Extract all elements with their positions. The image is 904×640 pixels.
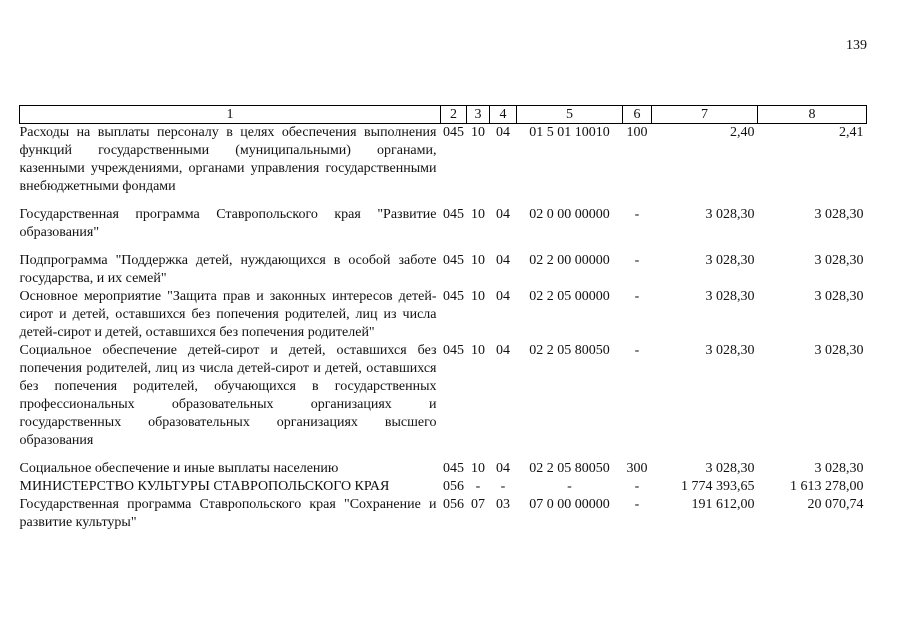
- row-amount-8: 3 028,30: [814, 289, 864, 304]
- row-amount-7: 3 028,30: [705, 461, 755, 476]
- header-cell: 2: [441, 106, 467, 124]
- row-amount-8: 3 028,30: [814, 461, 864, 476]
- table-row: [20, 206, 867, 252]
- row-expense-type: -: [634, 497, 640, 512]
- table-row: [20, 252, 867, 288]
- row-amount-8: 1 613 278,00: [790, 479, 864, 494]
- row-amount-7: 3 028,30: [705, 289, 755, 304]
- row-subsection: -: [500, 479, 506, 494]
- row-amount-8: 3 028,30: [814, 343, 864, 358]
- row-description: МИНИСТЕРСТВО КУЛЬТУРЫ СТАВРОПОЛЬСКОГО КРАЯ: [19, 479, 390, 494]
- row-amount-8: 3 028,30: [814, 253, 864, 268]
- row-target-article: -: [567, 479, 572, 494]
- header-cell: 1: [20, 106, 441, 124]
- row-expense-type: -: [634, 207, 640, 222]
- table-row: [20, 342, 867, 460]
- row-amount-7: 3 028,30: [705, 343, 755, 358]
- page-number: 139: [846, 38, 867, 53]
- row-section: 10: [471, 343, 485, 358]
- header-cell: 6: [623, 106, 652, 124]
- header-cell: 3: [467, 106, 490, 124]
- row-subsection: 04: [496, 343, 510, 358]
- row-code-ministry: 045: [443, 253, 464, 268]
- row-subsection: 04: [496, 253, 510, 268]
- row-target-article: 01 5 01 10010: [529, 125, 610, 140]
- table-row: [20, 460, 867, 478]
- row-amount-7: 3 028,30: [705, 207, 755, 222]
- row-target-article: 02 2 05 80050: [529, 461, 610, 476]
- row-section: 10: [471, 207, 485, 222]
- row-code-ministry: 045: [443, 343, 464, 358]
- row-amount-7: 1 774 393,65: [681, 479, 755, 494]
- table-row: [20, 124, 867, 207]
- table-row: [20, 478, 867, 496]
- row-target-article: 02 2 00 00000: [529, 253, 610, 268]
- row-section: 07: [471, 497, 485, 512]
- table-row: [20, 288, 867, 342]
- header-cell: 4: [490, 106, 517, 124]
- row-code-ministry: 045: [443, 461, 464, 476]
- row-expense-type: -: [634, 343, 640, 358]
- row-description: Основное мероприятие "Защита прав и законных интересов детей-сирот и детей, оставшихся без попечения родителей, лиц из числа детей-сирот и детей, оставшихся без попечения родителей": [19, 289, 437, 340]
- row-expense-type: 300: [626, 461, 648, 476]
- row-section: 10: [471, 253, 485, 268]
- row-amount-8: 2,41: [839, 125, 864, 140]
- row-expense-type: -: [634, 289, 640, 304]
- header-cell: 5: [517, 106, 623, 124]
- row-description: Подпрограмма "Поддержка детей, нуждающихся в особой заботе государства, и их семей": [19, 253, 437, 286]
- row-subsection: 04: [496, 207, 510, 222]
- row-section: 10: [471, 289, 485, 304]
- row-amount-7: 3 028,30: [705, 253, 755, 268]
- row-expense-type: 100: [626, 125, 648, 140]
- row-target-article: 07 0 00 00000: [529, 497, 610, 512]
- row-amount-7: 2,40: [730, 125, 755, 140]
- row-expense-type: -: [634, 253, 640, 268]
- row-amount-7: 191 612,00: [691, 497, 755, 512]
- header-cell: 8: [758, 106, 867, 124]
- row-section: 10: [471, 125, 485, 140]
- row-code-ministry: 045: [443, 207, 464, 222]
- row-code-ministry: 045: [443, 289, 464, 304]
- row-code-ministry: 056: [443, 479, 464, 494]
- row-code-ministry: 045: [443, 125, 464, 140]
- row-amount-8: 3 028,30: [814, 207, 864, 222]
- row-description: Государственная программа Ставропольского края "Развитие образования": [19, 207, 437, 240]
- table-row: [20, 496, 867, 532]
- row-subsection: 03: [496, 497, 510, 512]
- header-cell: 7: [652, 106, 758, 124]
- row-description: Социальное обеспечение и иные выплаты населению: [19, 461, 339, 476]
- row-description: Расходы на выплаты персоналу в целях обеспечения выполнения функций государственными (муниципальными) органами, казенными учреждениями, органами управления государственными внебюджетными фондами: [19, 125, 437, 194]
- row-code-ministry: 056: [443, 497, 464, 512]
- budget-table: [19, 105, 867, 532]
- row-subsection: 04: [496, 125, 510, 140]
- row-description: Социальное обеспечение детей-сирот и детей, оставшихся без попечения родителей, лиц из числа детей-сирот и детей, оставшихся без попечения родителей, обучающихся в государственных профессиональных образовательных организациях и государственных образовательных организациях высшего образования: [19, 343, 437, 448]
- row-target-article: 02 2 05 00000: [529, 289, 610, 304]
- row-amount-8: 20 070,74: [807, 497, 864, 512]
- row-subsection: 04: [496, 461, 510, 476]
- row-description: Государственная программа Ставропольского края "Сохранение и развитие культуры": [19, 497, 437, 530]
- row-section: 10: [471, 461, 485, 476]
- row-target-article: 02 2 05 80050: [529, 343, 610, 358]
- header-row: [20, 106, 867, 124]
- row-target-article: 02 0 00 00000: [529, 207, 610, 222]
- row-expense-type: -: [634, 479, 640, 494]
- row-subsection: 04: [496, 289, 510, 304]
- row-section: -: [475, 479, 481, 494]
